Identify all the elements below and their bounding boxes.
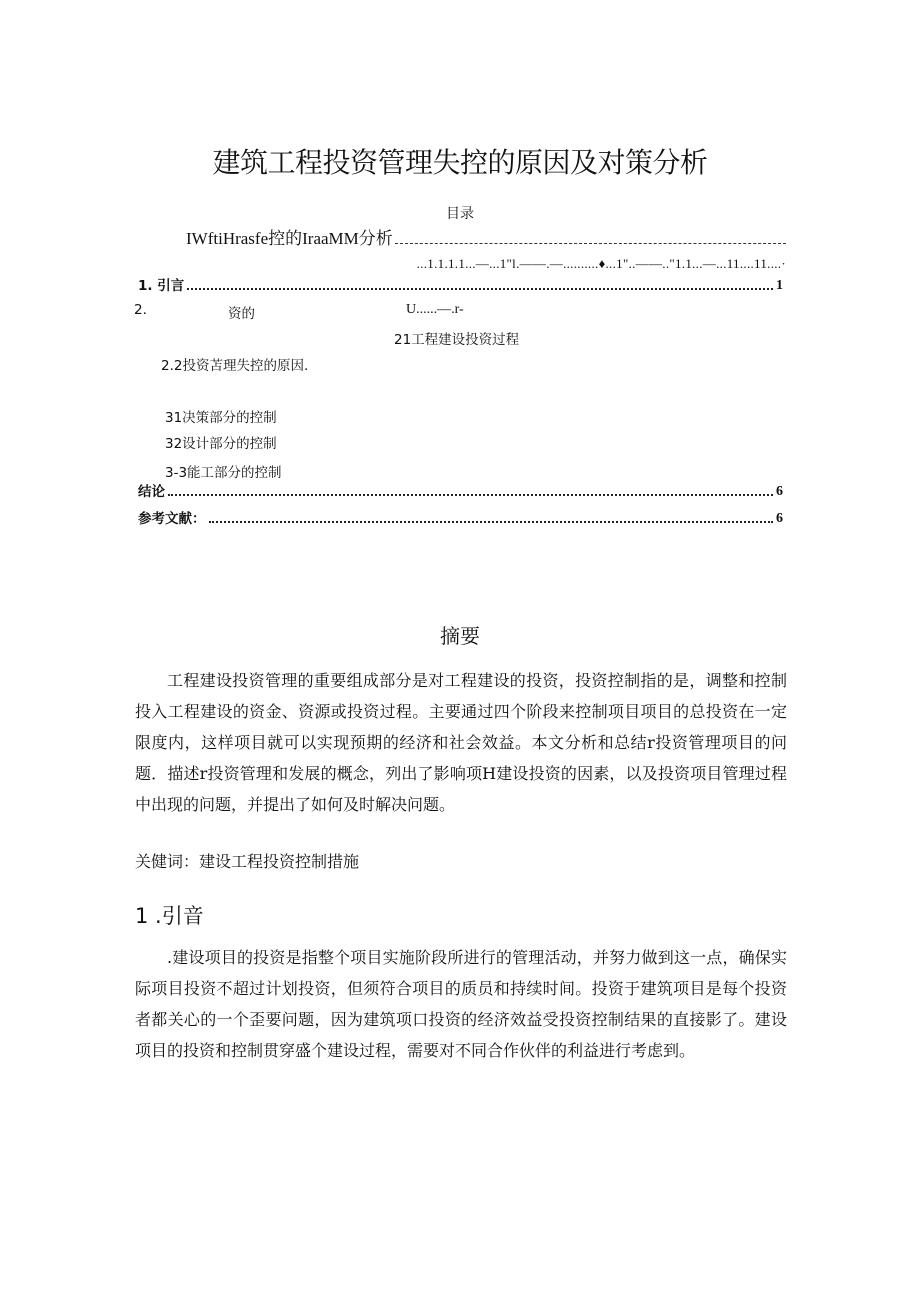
toc-entry-conclusion-label: 结论 — [138, 484, 165, 500]
toc-leader — [395, 243, 786, 244]
toc-leader — [209, 521, 774, 523]
toc-entry-intro-page: 1 — [776, 278, 783, 293]
toc-leader — [187, 288, 773, 290]
toc-entry-conclusion — [138, 480, 783, 500]
toc-entry-intro-label: 1. 引言 — [138, 278, 185, 294]
toc-entry-3-2: 32设计部分的控制 — [165, 436, 277, 452]
toc-heading: 目录 — [446, 206, 474, 222]
toc-entry-conclusion-page: 6 — [776, 484, 783, 499]
toc-entry-garbled — [186, 227, 786, 249]
keywords-line: 关健词：建设工程投资控制措施 — [135, 852, 360, 871]
toc-entry-2-number: 2. — [134, 302, 147, 318]
toc-entry-2-text: 资的 — [228, 306, 255, 322]
toc-entry-references-label: 参考文献： — [138, 511, 206, 527]
section-1-paragraph: .建设项目的投资是指整个项目实施阶段所进行的管理活动，并努力做到这一点，确保实际项目投资不超过计划投资，但须符合项目的质员和持续时间。投资于建筑项目是每个投资者都关心的一个歪要问题，因为建筑项口投资的经济效益受投资控制结果的直接影了。建设项目的投资和控制贯穿盛个建设过程，需要对不同合作伙伴的利益进行考虑到。 — [135, 948, 787, 1060]
toc-entry-2-2: 2.2投资苫理失控的原因. — [161, 358, 309, 374]
toc-entry-intro — [138, 274, 783, 294]
document-title: 建筑工程投资管理失控的原因及对策分析 — [212, 146, 708, 179]
toc-entry-2-1: 21工程建设投资过程 — [394, 332, 520, 348]
toc-leader — [168, 494, 773, 496]
toc-entry-3-1: 31决策部分的控制 — [165, 410, 277, 426]
toc-entry-references-page: 6 — [776, 511, 783, 526]
section-1-heading: 1 .引音 — [135, 904, 204, 928]
abstract-heading: 摘要 — [440, 624, 480, 648]
toc-entry-garbled-text: IWftiHrasfe控的IraaMM分析 — [186, 229, 393, 248]
toc-entry-references — [138, 507, 783, 527]
abstract-paragraph: 工程建设投资管理的重要组成部分是对工程建设的投资，投资控制指的是，调整和控制投入工程建设的资金、资源或投资过程。主要通过四个阶段来控制项目项目的总投资在一定限度内，这样项目就可以实现预期的经济和社会效益。本文分析和总结r投资管理项目的问题．描述r投资管理和发展的概念，列出了影响项H建设投资的因素，以及投资项目管理过程中出现的问题，并提出了如何及时解决问题。 — [135, 671, 787, 814]
toc-entry-2-tail: U......—.r- — [406, 302, 464, 317]
toc-entry-3-3: 3-3能工部分的控制 — [165, 465, 282, 481]
toc-dots-line: ...1.1.1.1...—...1"l.——.—..........♦...1"..——.."1.1...—...11....11....· — [416, 256, 786, 271]
